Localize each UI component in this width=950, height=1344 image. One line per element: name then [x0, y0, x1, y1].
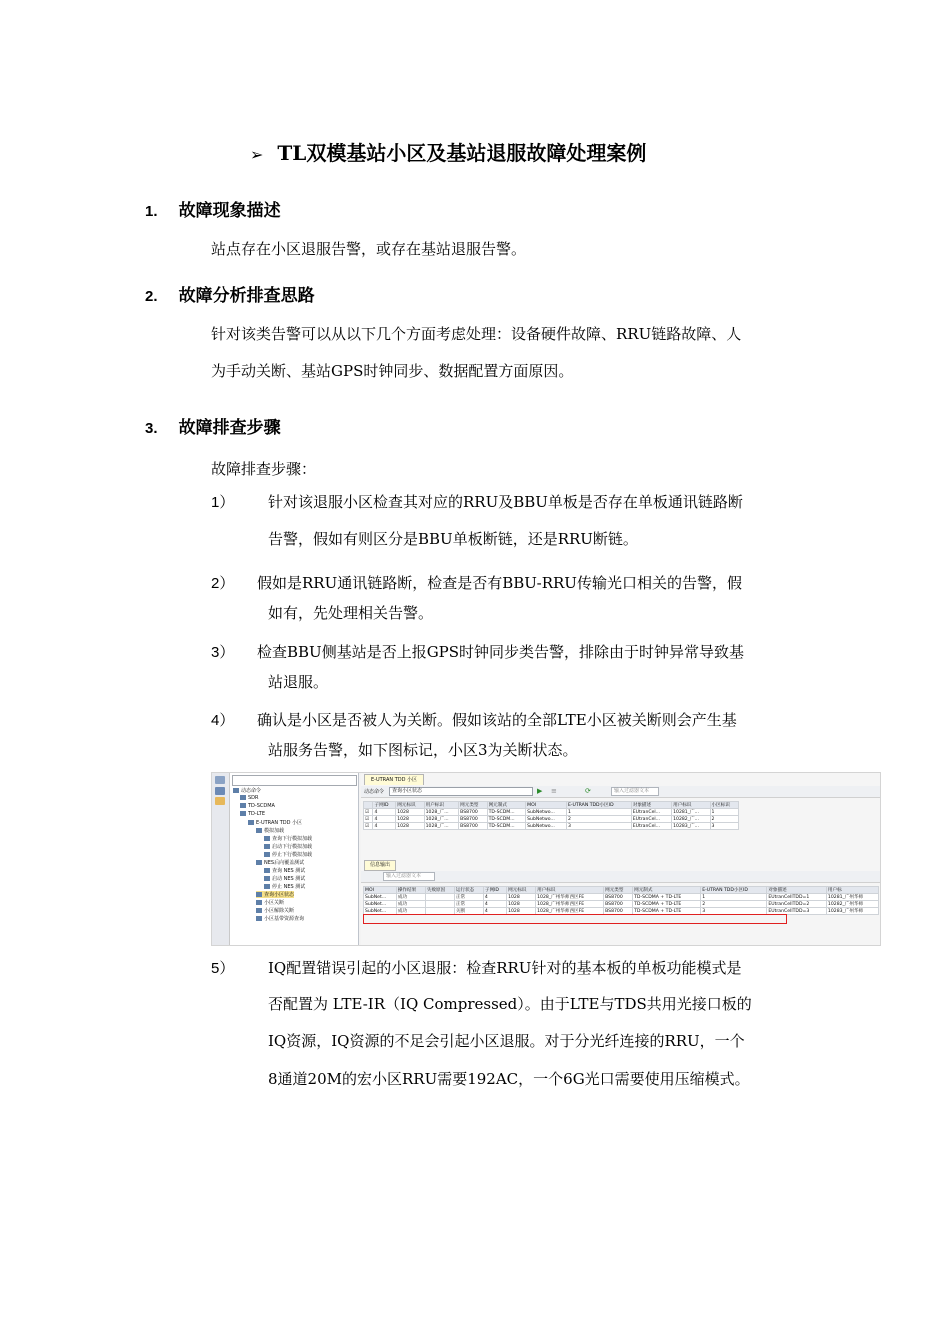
table-header[interactable]: 用户标	[826, 887, 878, 894]
table-cell: EUtranCellTDD=2	[767, 901, 827, 908]
tree-node[interactable]: 小区解除关断	[256, 907, 294, 914]
run-icon[interactable]: ▶	[537, 787, 543, 795]
table-cell: SubNetwo...	[526, 809, 567, 816]
table-cell: BS8700	[459, 809, 487, 816]
table-header[interactable]: 用户标识	[536, 887, 604, 894]
table-cell: 1028	[507, 908, 536, 915]
table-cell: 1	[710, 809, 739, 816]
table-header[interactable]: 操作结果	[396, 887, 425, 894]
table-header[interactable]: 网元制式	[487, 802, 526, 809]
table-header[interactable]: 网元标识	[396, 802, 424, 809]
step-4-number: 4）	[211, 712, 235, 729]
table-row[interactable]	[364, 816, 739, 823]
table-cell: 关断	[454, 908, 483, 915]
step-1-number: 1）	[211, 494, 235, 511]
table-cell: 1028	[507, 894, 536, 901]
section-number: 2.	[145, 288, 158, 305]
table-cell: 1028	[396, 816, 424, 823]
table-header[interactable]: MOI	[364, 887, 397, 894]
table-cell	[425, 894, 454, 901]
arrow-bullet-icon: ➢	[250, 145, 264, 164]
table-header[interactable]	[364, 802, 373, 809]
table-cell: TD-SCDM...	[487, 809, 526, 816]
tree-node-selected[interactable]: 查询小区状态	[256, 891, 294, 898]
table-row[interactable]	[364, 809, 739, 816]
table-cell: 2	[710, 816, 739, 823]
step-2-line-2: 如有，先处理相关告警。	[268, 604, 434, 622]
table-cell: 4	[373, 816, 396, 823]
tab-eutran-tdd-cell[interactable]: E-UTRAN TDD 小区	[364, 774, 424, 785]
table-header[interactable]: E-UTRAN TDD小区ID	[566, 802, 631, 809]
table-cell: 10283_广...	[672, 823, 710, 830]
section-3-intro: 故障排查步骤：	[211, 460, 317, 478]
command-bar	[361, 786, 881, 798]
table-header[interactable]: 小区标识	[710, 802, 739, 809]
table-cell: 4	[483, 908, 506, 915]
table-cell: BS8700	[604, 894, 633, 901]
output-filter-input[interactable]: 输入过滤器文本	[383, 872, 435, 881]
table-cell: BS8700	[459, 823, 487, 830]
step-4-line-2: 站服务告警，如下图标记，小区3为关断状态。	[268, 741, 578, 759]
network-icon	[215, 787, 225, 795]
command-tree	[230, 773, 359, 945]
step-3-line-2: 站退服。	[268, 673, 329, 691]
step-3-line-1: 检查BBU侧基站是否上报GPS时钟同步类告警，排除由于时钟异常导致基	[257, 643, 745, 661]
table-header[interactable]: 失败原因	[425, 887, 454, 894]
step-5-number: 5）	[211, 960, 235, 977]
table-cell: SubNet...	[364, 908, 397, 915]
section-1-body: 站点存在小区退服告警，或存在基站退服告警。	[211, 240, 527, 258]
table-cell: 正常	[454, 901, 483, 908]
section-heading-text: 故障分析排查思路	[178, 286, 315, 306]
table-cell: TD-SCDM...	[487, 823, 526, 830]
tree-node[interactable]: E-UTRAN TDD 小区	[248, 819, 302, 826]
table-cell: 成功	[396, 908, 425, 915]
step-4-line-1: 确认是小区是否被人为关断。假如该站的全部LTE小区被关断则会产生基	[257, 711, 737, 729]
row-checkbox[interactable]: ☑	[364, 816, 373, 823]
title-text: TL双模基站小区及基站退服故障处理案例	[277, 141, 647, 165]
table-cell: EUtranCellTDD=1	[767, 894, 827, 901]
main-panel	[361, 773, 881, 945]
section-heading-text: 故障现象描述	[178, 201, 281, 221]
table-cell: 10281_广...	[672, 809, 710, 816]
table-cell: 1028_广州华师西区FE	[536, 901, 604, 908]
tree-node[interactable]: 小区基带资源查询	[256, 915, 304, 922]
row-checkbox[interactable]: ☑	[364, 823, 373, 830]
tree-node[interactable]: 小区关断	[256, 899, 284, 906]
section-2-body-line-1: 针对该类告警可以从以下几个方面考虑处理：设备硬件故障、RRU链路故障、人	[211, 325, 742, 343]
tree-node[interactable]: 停止 NES 测试	[264, 883, 305, 890]
section-3-heading	[145, 413, 281, 438]
table-cell: 1028_广...	[424, 823, 459, 830]
step-5-line-2: 否配置为 LTE-IR（IQ Compressed）。由于LTE与TDS共用光接口板的	[268, 995, 752, 1013]
table-cell: SubNet...	[364, 894, 397, 901]
command-select[interactable]: 查询小区状态	[389, 787, 533, 796]
folder-icon	[215, 797, 225, 805]
table-header[interactable]: 子网ID	[483, 887, 506, 894]
step-2-number: 2）	[211, 575, 235, 592]
refresh-icon[interactable]: ⟳	[585, 787, 591, 795]
table-cell: EUtranCel...	[631, 816, 671, 823]
tree-node[interactable]: 启动下行模拟加载	[264, 843, 312, 850]
command-label: 动态命令	[364, 789, 385, 795]
table-cell: 4	[373, 823, 396, 830]
section-1-heading	[145, 196, 281, 221]
table-cell: 3	[701, 908, 767, 915]
highlight-box	[363, 914, 787, 924]
table-row[interactable]	[364, 894, 879, 901]
tree-node[interactable]: NES后向覆盖测试	[256, 859, 304, 866]
table-cell	[425, 901, 454, 908]
omc-screenshot	[211, 772, 881, 946]
tree-node[interactable]: TD-SCDMA	[240, 803, 275, 809]
table-cell: 1028_广...	[424, 816, 459, 823]
table-cell: BS8700	[604, 908, 633, 915]
table-header[interactable]: 子网ID	[373, 802, 396, 809]
table-cell: 3	[710, 823, 739, 830]
table-row[interactable]	[364, 901, 879, 908]
tree-node[interactable]: 查询 NES 测试	[264, 867, 305, 874]
section-number: 1.	[145, 203, 158, 220]
section-2-body-line-2: 为手动关断、基站GPS时钟同步、数据配置方面原因。	[211, 362, 574, 380]
section-number: 3.	[145, 420, 158, 437]
table-cell: 4	[373, 809, 396, 816]
table-cell: 1028	[396, 809, 424, 816]
table-cell: EUtranCellTDD=3	[767, 908, 827, 915]
tree-node[interactable]: 停止下行模拟加载	[264, 851, 312, 858]
step-1-line-1: 针对该退服小区检查其对应的RRU及BBU单板是否存在单板通讯链路断	[268, 493, 743, 511]
table-header[interactable]: 网元类型	[459, 802, 487, 809]
list-icon[interactable]: ≡	[551, 787, 557, 795]
tree-node[interactable]: 动态命令	[233, 787, 261, 794]
table-cell: 10282_广州华师	[826, 901, 878, 908]
table-header[interactable]: MOI	[526, 802, 567, 809]
tree-node[interactable]: 模拟加载	[256, 827, 284, 834]
table-cell: 1028	[507, 901, 536, 908]
output-table	[363, 886, 879, 915]
step-1-line-2: 告警，假如有则区分是BBU单板断链，还是RRU断链。	[268, 530, 638, 548]
table-row[interactable]	[364, 823, 739, 830]
table-header[interactable]: 用户标识	[672, 802, 710, 809]
topology-icon	[215, 776, 225, 784]
table-cell: SubNet...	[364, 901, 397, 908]
table-cell: 4	[483, 901, 506, 908]
table-cell: 1028_广...	[424, 809, 459, 816]
table-cell: SubNetwo...	[526, 816, 567, 823]
table-cell: 正常	[454, 894, 483, 901]
tree-search-input[interactable]	[232, 775, 357, 786]
table-cell: 10282_广...	[672, 816, 710, 823]
step-5-line-4: 8通道20M的宏小区RRU需要192AC，一个6G光口需要使用压缩模式。	[268, 1070, 750, 1088]
step-2-line-1: 假如是RRU通讯链路断，检查是否有BBU-RRU传输光口相关的告警，假	[257, 574, 742, 592]
table-cell: EUtranCel...	[631, 823, 671, 830]
cell-table	[363, 801, 739, 830]
table-cell: 成功	[396, 894, 425, 901]
document-title	[250, 137, 646, 166]
table-cell: 4	[483, 894, 506, 901]
table-header[interactable]: 网元标识	[507, 887, 536, 894]
table-cell: BS8700	[604, 901, 633, 908]
table-header[interactable]: 用户标识	[424, 802, 459, 809]
table-cell: 3	[566, 823, 631, 830]
table-header[interactable]: 对象描述	[631, 802, 671, 809]
row-checkbox[interactable]: ☑	[364, 809, 373, 816]
tab-info-output[interactable]: 信息输出	[364, 860, 396, 871]
section-heading-text: 故障排查步骤	[178, 418, 281, 438]
table-cell: SubNetwo...	[526, 823, 567, 830]
table-cell: 1	[701, 894, 767, 901]
table-cell: TD-SCDMA + TD-LTE	[633, 908, 701, 915]
table-header[interactable]: 运行状态	[454, 887, 483, 894]
tree-node[interactable]: 启动 NES 测试	[264, 875, 305, 882]
table-cell: 10283_广州华师	[826, 908, 878, 915]
table-cell: 2	[701, 901, 767, 908]
table-header[interactable]: E-UTRAN TDD小区ID	[701, 887, 767, 894]
table-header[interactable]: 对象描述	[767, 887, 827, 894]
tree-node[interactable]: TD-LTE	[240, 811, 265, 817]
table-header[interactable]: 网元类型	[604, 887, 633, 894]
step-3-number: 3）	[211, 644, 235, 661]
table-cell: 1028_广州华师西区FE	[536, 908, 604, 915]
section-2-heading	[145, 281, 315, 306]
step-5-line-3: IQ资源，IQ资源的不足会引起小区退服。对于分光纤连接的RRU，一个	[268, 1032, 745, 1050]
left-toolbar	[212, 773, 230, 945]
output-toolbar	[361, 871, 881, 883]
table-cell: 1028_广州华师西区FE	[536, 894, 604, 901]
table-cell: 1	[566, 809, 631, 816]
table-cell: TD-SCDMA + TD-LTE	[633, 901, 701, 908]
step-5-line-1: IQ配置错误引起的小区退服：检查RRU针对的基本板的单板功能模式是	[268, 959, 742, 977]
tree-node[interactable]: SDR	[240, 795, 259, 801]
tree-node[interactable]: 查询下行模拟加载	[264, 835, 312, 842]
table-cell: BS8700	[459, 816, 487, 823]
table-cell: 2	[566, 816, 631, 823]
table-cell: 1028	[396, 823, 424, 830]
table-cell: TD-SCDMA + TD-LTE	[633, 894, 701, 901]
table-cell: EUtranCel...	[631, 809, 671, 816]
table-header[interactable]: 网元制式	[633, 887, 701, 894]
table-cell: TD-SCDM...	[487, 816, 526, 823]
filter-input[interactable]: 输入过滤器文本	[611, 787, 659, 796]
table-cell: 成功	[396, 901, 425, 908]
table-cell: 10281_广州华师	[826, 894, 878, 901]
